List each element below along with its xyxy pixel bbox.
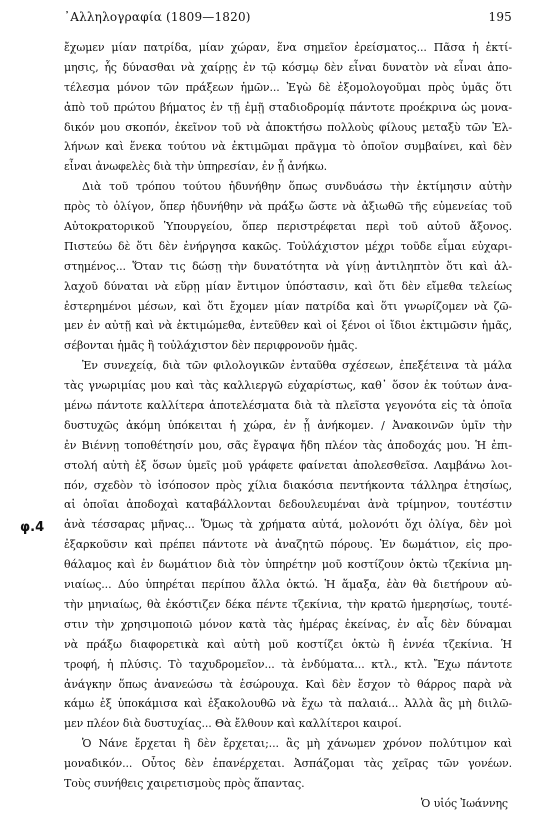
text-line: εἶναι ἀνωφελὲς διὰ τὴν ὑπηρεσίαν, ἐν ᾗ ἀνήκω.	[64, 160, 327, 174]
text-line: ἀνάγκην ὅπως ἀνανεώσω τὰ ἐσώρουχα. Καὶ δὲν ἔσχον τὸ θάρρος παρὰ νὰ	[64, 677, 512, 691]
text-line: ἐξαρκοῦσιν καὶ πρέπει πάντοτε νὰ ἀναζητῶ πόρους. Ἐν δωμάτιον, εἰς προ-	[64, 538, 512, 552]
margin-folio-note: φ.4	[20, 520, 45, 535]
signature-line: Ὁ υἱός Ἰωάννης	[420, 796, 508, 810]
text-line: λήνων καὶ ἕνεκα τούτου νὰ ἐκτιμῶμαι πρᾶγμα τὸ ὁποῖον συμβαίνει, καὶ δὲν	[64, 140, 512, 154]
text-line: μοναδικόν... Οὗτος δὲν ἐπανέρχεται. Ἀσπάζομαι τὰς χεῖρας τῶν γονέων.	[64, 757, 512, 771]
text-line: Πιστεύω δὲ ὅτι δὲν ἐνήργησα κακῶς. Τοὐλάχιστον μέχρι τοῦδε εἶμαι εὐχαρι-	[64, 239, 512, 253]
text-line: δυστυχῶς ἀκόμη ὑπόκειται ἡ χώρα, ἐν ᾗ ἀνήκομεν. / Ἀνακοινῶν ὑμῖν τὴν	[64, 418, 512, 432]
text-line: μεν πλέον διὰ δυστυχίας... Θὰ ἔλθουν καὶ καλλίτεροι καιροί.	[64, 717, 402, 731]
text-line: ἔχωμεν μίαν πατρίδα, μίαν χώραν, ἕνα σημεῖον ἐρείσματος... Πᾶσα ἡ ἐκτί-	[64, 41, 512, 54]
text-line: Ὁ Νάνε ἔρχεται ἢ δὲν ἔρχεται;... ἂς μὴ χάνωμεν χρόνον πολύτιμον καὶ	[82, 737, 512, 751]
text-line: Διὰ τοῦ τρόπου τούτου ἠδυνήθην ὅπως συνδυάσω τὴν ἐκτίμησιν αὐτὴν	[82, 180, 512, 194]
text-line: ἐστερημένοι μέσων, καὶ ὅτι ἔχομεν μίαν πατρίδα καὶ ὅτι γνωρίζομεν νὰ ζῶ-	[64, 299, 512, 313]
text-line: ἀπὸ τοῦ πρώτου βήματος ἐν τῇ ἐμῇ σταδιοδρομίᾳ πάντοτε προέκρινα ὡς μονα-	[64, 100, 512, 114]
text-line: τροφή, ἡ πλύσις. Τὸ ταχυδρομεῖον... τὰ ἐνδύματα... κτλ., κτλ. Ἔχω πάντοτε	[64, 657, 512, 671]
text-line: ἐν Βιέννῃ τοποθέτησίν μου, σᾶς ἔγραψα ἤδη πλέον τὰς ἀποδοχάς μου. Ἡ ἐπι-	[64, 438, 512, 452]
text-line: λαχοῦ δύναται νὰ εὕρῃ μίαν ἔντιμον ὑπόστασιν, καὶ ὅτι δὲν εἴμεθα τελείως	[64, 279, 512, 293]
running-title: ᾽Αλληλογραφία (1809—1820)	[64, 10, 251, 24]
text-line: στημένος... Ὅταν τις δώσῃ τὴν δυνατότητα νὰ γίνῃ ἀντιληπτὸν ὅτι καὶ ἀλ-	[64, 259, 512, 273]
page-number: 195	[488, 10, 512, 24]
text-line: μησις, ἧς δύνασθαι νὰ χαίρῃς ἐν τῷ κόσμῳ δὲν εἶναι δυνατὸν νὰ εἶναι ἀπο-	[64, 60, 512, 74]
text-line: πόν, σχεδὸν τὸ ἰσόποσον πρὸς χίλια διακόσια πεντήκοντα τάλληρα ἐτησίως,	[64, 478, 512, 492]
letter-body	[64, 38, 512, 814]
text-line: τὴν μηνιαίως, θὰ ἐκόστιζεν δέκα πέντε τζεκίνια, τὴν κρατῶ ἡμερησίως, τουτέ-	[64, 597, 512, 611]
text-line: σέβονται ἡμᾶς ἢ τοὐλάχιστον δὲν περιφρονοῦν ἡμᾶς.	[64, 339, 358, 353]
text-line: Τοὺς συνήθεις χαιρετισμοὺς πρὸς ἅπαντας.	[64, 776, 305, 790]
text-line: μένω πάντοτε καλλίτερα ἀποτελέσματα διὰ τὰ πλεῖστα γεγονότα εἰς τὰ ὁποῖα	[64, 399, 512, 413]
text-line: στιν τὴν χρησιμοποιῶ μόνον κατὰ τὰς ἡμέρας ἐκείνας, ἐν αἷς δὲν δύναμαι	[64, 617, 512, 631]
text-line: στολή αὐτὴ ἐξ ὅσων ὑμεῖς μοῦ γράφετε φαίνεται ἀπολεσθεῖσα. Λαμβάνω λοι-	[64, 458, 512, 472]
text-line: δικόν μου σκοπόν, ἐκεῖνον τοῦ νὰ ἀποκτήσω πολλοὺς φίλους μεταξὺ τῶν Ἑλ-	[64, 120, 512, 134]
text-line: τὰς γνωριμίας μου καὶ τὰς καλλιεργῶ εὐχαρίστως, καθ᾽ ὅσον ἐκ τούτων ἀνα-	[64, 379, 512, 393]
page-header	[64, 10, 512, 28]
text-line: Ἐν συνεχείᾳ, διὰ τῶν φιλολογικῶν ἐνταῦθα σχέσεων, ἐπεξέτεινα τὰ μάλα	[82, 359, 512, 373]
text-line: νὰ πράξω διαφορετικὰ καὶ αὐτὴ μοῦ κοστίζει ὀκτὼ ἢ ἐννέα τζεκίνια. Ἡ	[64, 637, 512, 651]
text-line: κάμω ἐξ ὑποκάμισα καὶ ἐξακολουθῶ νὰ ἔχω τὰ παλαιά... Ἀλλὰ ἂς μὴ διιλῶ-	[64, 697, 512, 711]
text-line: Αὐτοκρατορικοῦ Ὑπουργείου, ὅπερ περιστρέφεται περὶ τοῦ αὐτοῦ ἄξονος.	[64, 220, 512, 234]
text-line: νιαίως... Δύο ὑπηρέται περίπου ἄλλα ὀκτώ. Ἡ ἅμαξα, ἐὰν θὰ διετήρουν αὐ-	[64, 578, 512, 592]
text-line: πρὸς τὸ ὀλίγον, ὅπερ ἠδυνήθην νὰ πράξω ὥστε νὰ ἀξιωθῶ τῆς εὐμενείας τοῦ	[64, 200, 512, 214]
text-line: αἱ ὁποῖαι ἀποδοχαὶ καταβάλλονται δεδουλευμέναι ἀνὰ τρίμηνον, τουτέστιν	[64, 498, 512, 512]
text-line: μεν ἐν αὐτῇ καὶ νὰ ἐκτιμώμεθα, ἐντεῦθεν καὶ οἱ ξένοι οἱ ἴδιοι ἐκτιμῶσιν ἡμᾶς,	[64, 319, 512, 333]
text-line: τέλεσμα μόνον τῶν πράξεων ἡμῶν... Ἐγὼ δὲ ἐξομολογοῦμαι πρὸς ὑμᾶς ὅτι	[64, 80, 512, 94]
text-line: θάλαμος καὶ ἐν δωμάτιον διὰ τὸν ὑπηρέτην μοῦ κοστίζουν ὀκτὼ τζεκίνια μη-	[64, 558, 512, 572]
text-line: ἀνὰ τέσσαρας μῆνας... Ὅμως τὰ χρήματα αὐτά, μολονότι ὄχι ὀλίγα, δὲν μοὶ	[64, 518, 512, 532]
